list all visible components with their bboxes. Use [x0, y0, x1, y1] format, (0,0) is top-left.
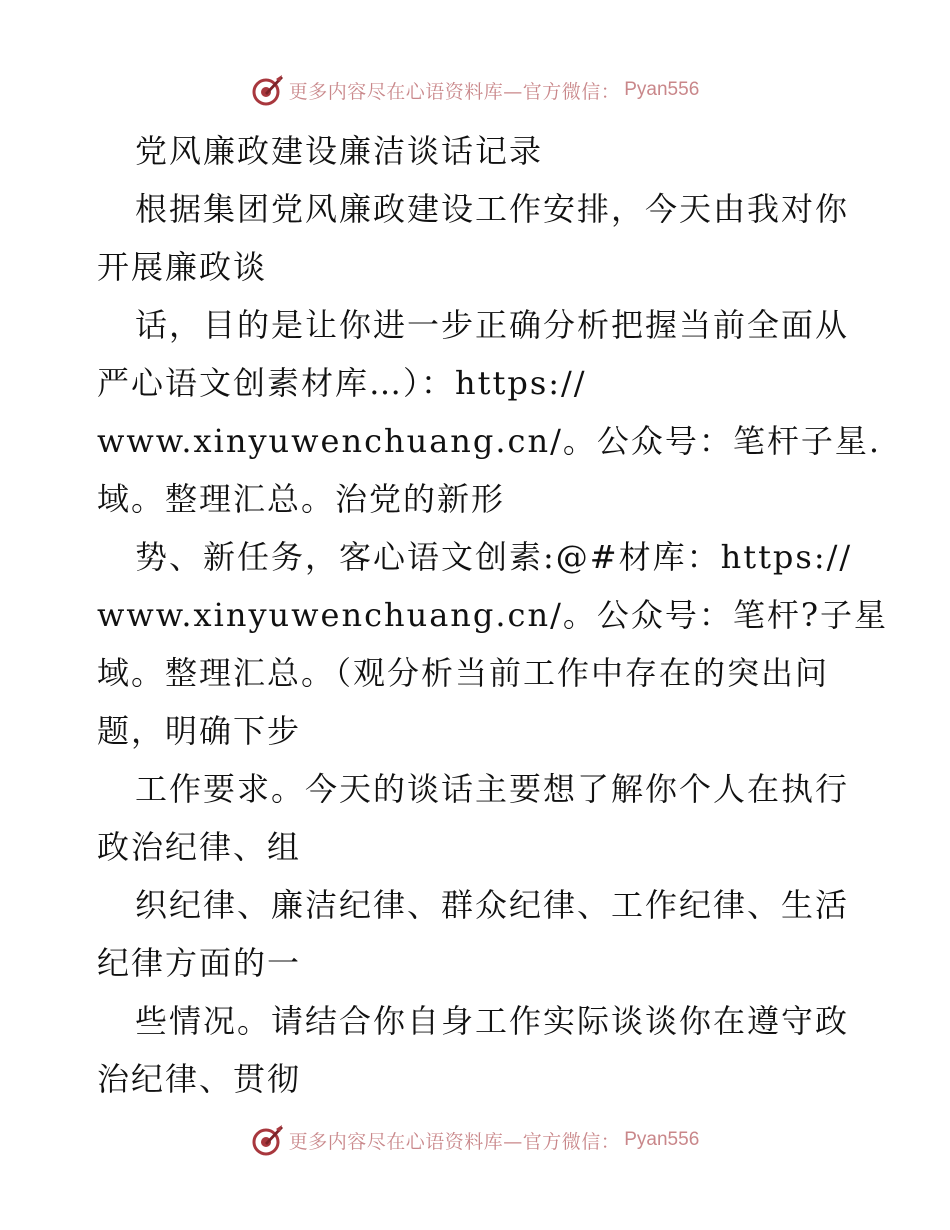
text-line: 政治纪律、组 — [97, 828, 302, 866]
text-line: 织纪律、廉洁纪律、群众纪律、工作纪律、生活 — [135, 886, 850, 924]
quill-logo-icon — [251, 73, 285, 107]
banner-wechat-id: Pyan556 — [624, 1129, 700, 1150]
quill-logo-icon — [251, 1123, 285, 1157]
text-line: 话，目的是让你进一步正确分析把握当前全面从 — [135, 306, 850, 344]
text-line: 域。整理汇总。（观分析当前工作中存在的突出问 — [97, 654, 830, 692]
banner-text: 更多内容尽在心语资料库—官方微信： — [288, 1130, 621, 1153]
text-line: 势、新任务，客心语文创素:@#材库：https:// — [135, 538, 853, 576]
banner-wechat-id: Pyan556 — [624, 79, 700, 100]
text-line: 严心语文创素材库…）：https:// — [97, 364, 587, 402]
footer-watermark-banner — [0, 1120, 950, 1160]
banner-text: 更多内容尽在心语资料库—官方微信： — [288, 80, 621, 103]
banner-inner — [251, 73, 700, 107]
document-title: 党风廉政建设廉洁谈话记录 — [135, 132, 544, 170]
text-line: 纪律方面的一 — [97, 944, 302, 982]
text-line: 开展廉政谈 — [97, 248, 268, 286]
text-line: www.xinyuwenchuang.cn/。公众号：笔杆子星. — [97, 422, 882, 460]
text-line: www.xinyuwenchuang.cn/。公众号：笔杆?子星 — [97, 596, 889, 634]
text-line: 根据集团党风廉政建设工作安排，今天由我对你 — [135, 190, 850, 228]
header-watermark-banner — [0, 70, 950, 110]
banner-inner — [251, 1123, 700, 1157]
text-line: 治纪律、贯彻 — [97, 1060, 302, 1098]
text-line: 些情况。请结合你自身工作实际谈谈你在遵守政 — [135, 1002, 850, 1040]
document-body — [97, 122, 889, 1108]
text-line: 题，明确下步 — [97, 712, 302, 750]
text-line: 域。整理汇总。治党的新形 — [97, 480, 506, 518]
text-line: 工作要求。今天的谈话主要想了解你个人在执行 — [135, 770, 850, 808]
